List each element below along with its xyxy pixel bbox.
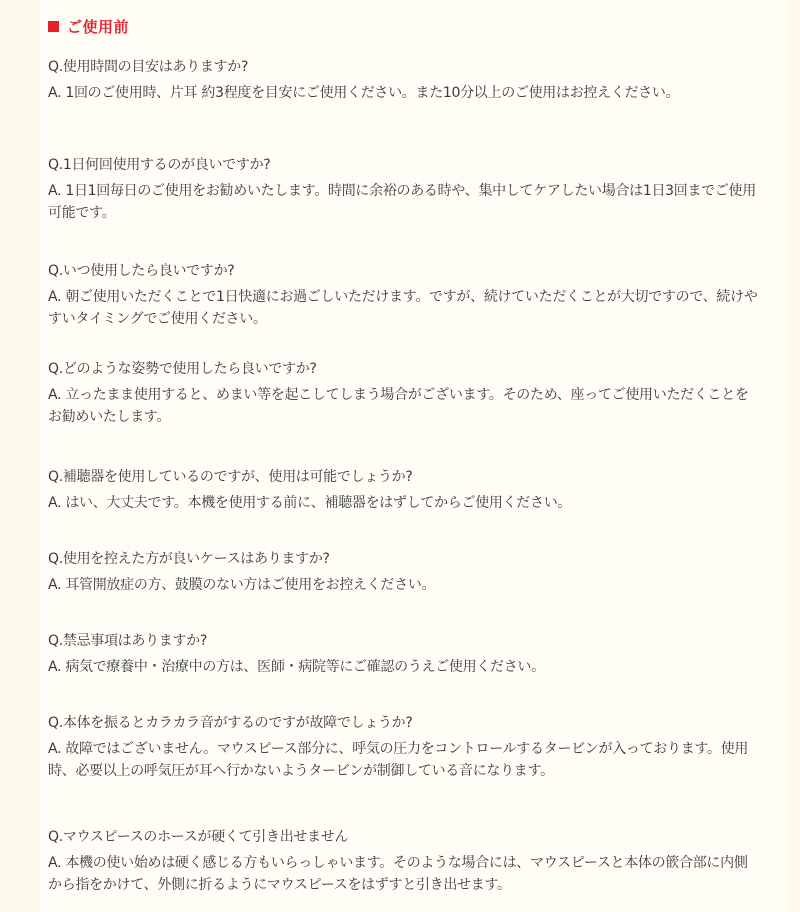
- faq-item: [48, 548, 760, 596]
- section-title: ご使用前: [67, 17, 130, 36]
- faq-answer: A. 本機の使い始めは硬く感じる方もいらっしゃいます。そのような場合には、マウスピースと本体の篏合部に内側から指をかけて、外側に折るようにマウスピースをはずすと引き出せます。: [48, 855, 748, 893]
- faq-question: Q.1日何回使用するのが良いですか?: [48, 157, 271, 173]
- faq-question: Q.使用時間の目安はありますか?: [48, 59, 249, 75]
- faq-answer: A. 1回のご使用時、片耳 約3程度を目安にご使用ください。また10分以上のご使用はお控えください。: [48, 85, 680, 101]
- section-heading: [48, 14, 129, 38]
- faq-item: [48, 56, 760, 104]
- faq-item: [48, 260, 760, 330]
- faq-question: Q.マウスピースのホースが硬くて引き出せません: [48, 829, 349, 845]
- faq-question: Q.補聴器を使用しているのですが、使用は可能でしょうか?: [48, 469, 413, 485]
- faq-answer: A. はい、大丈夫です。本機を使用する前に、補聴器をはずしてからご使用ください。: [48, 495, 572, 511]
- faq-answer: A. 朝ご使用いただくことで1日快適にお過ごしいただけます。ですが、続けていただくことが大切ですので、続けやすいタイミングでご使用ください。: [48, 289, 758, 327]
- faq-item: [48, 630, 760, 678]
- faq-answer: A. 1日1回毎日のご使用をお勧めいたします。時間に余裕のある時や、集中してケアしたい場合は1日3回までご使用可能です。: [48, 183, 756, 221]
- faq-question: Q.使用を控えた方が良いケースはありますか?: [48, 551, 330, 567]
- faq-question: Q.禁忌事項はありますか?: [48, 633, 207, 649]
- faq-item: [48, 154, 760, 224]
- faq-answer: A. 耳管開放症の方、鼓膜のない方はご使用をお控えください。: [48, 577, 436, 593]
- square-bullet-icon: [48, 21, 59, 32]
- faq-answer: A. 病気で療養中・治療中の方は、医師・病院等にご確認のうえご使用ください。: [48, 659, 545, 675]
- faq-question: Q.どのような姿勢で使用したら良いですか?: [48, 361, 317, 377]
- faq-question: Q.本体を振るとカラカラ音がするのですが故障でしょうか?: [48, 715, 413, 731]
- faq-question: Q.いつ使用したら良いですか?: [48, 263, 235, 279]
- faq-answer: A. 故障ではございません。マウスピース部分に、呼気の圧力をコントロールするタービンが入っております。使用時、必要以上の呼気圧が耳へ行かないようタービンが制御している音になります。: [48, 741, 749, 779]
- faq-item: [48, 466, 760, 514]
- faq-item: [48, 712, 760, 782]
- faq-item: [48, 358, 760, 428]
- faq-item: [48, 826, 760, 896]
- faq-answer: A. 立ったまま使用すると、めまい等を起こしてしまう場合がございます。そのため、座ってご使用いただくことをお勧めいたします。: [48, 387, 749, 425]
